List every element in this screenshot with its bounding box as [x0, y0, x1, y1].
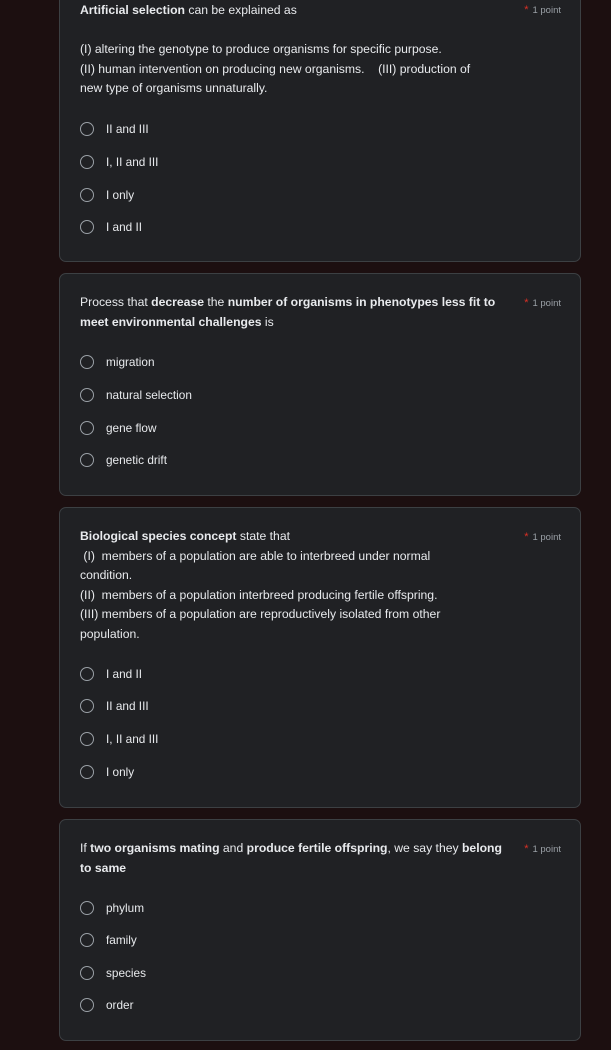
question-title: Biological species concept state that	[80, 529, 290, 543]
statement-line: (III) members of a population are reproductively isolated from other	[80, 607, 441, 622]
statement-line: (II) members of a population interbreed producing fertile offspring.	[80, 587, 438, 602]
radio-circle-icon[interactable]	[80, 155, 94, 169]
radio-circle-icon[interactable]	[80, 220, 94, 234]
question-line: to same	[80, 860, 127, 875]
radio-circle-icon[interactable]	[80, 732, 94, 746]
radio-circle-icon[interactable]	[80, 998, 94, 1012]
question-line: If two organisms mating and produce fertile offspring, we say they belong	[80, 841, 502, 855]
question-text	[80, 527, 510, 645]
option-radio[interactable]	[80, 964, 146, 982]
option-label: I only	[106, 765, 135, 779]
option-radio[interactable]	[80, 763, 134, 781]
question-text	[80, 839, 510, 878]
statement-line: condition.	[80, 568, 133, 583]
option-radio[interactable]	[80, 386, 192, 404]
statement-line: population.	[80, 626, 140, 641]
required-icon: *	[524, 4, 529, 16]
radio-circle-icon[interactable]	[80, 933, 94, 947]
required-icon: *	[524, 297, 529, 309]
option-radio[interactable]	[80, 218, 142, 236]
question-card-2	[59, 273, 581, 496]
question-card-1	[59, 0, 581, 262]
points-label: * 1 point	[524, 297, 561, 309]
option-label: natural selection	[106, 388, 192, 402]
option-radio[interactable]	[80, 665, 142, 683]
radio-circle-icon[interactable]	[80, 188, 94, 202]
radio-circle-icon[interactable]	[80, 122, 94, 136]
blank-line	[80, 21, 510, 41]
question-card-3	[59, 507, 581, 808]
statement-line: new type of organisms unnaturally.	[80, 81, 268, 96]
option-radio[interactable]	[80, 353, 155, 371]
option-label: I only	[106, 188, 135, 202]
radio-circle-icon[interactable]	[80, 421, 94, 435]
radio-circle-icon[interactable]	[80, 901, 94, 915]
option-radio[interactable]	[80, 419, 157, 437]
option-label: II and III	[106, 699, 149, 713]
option-radio[interactable]	[80, 153, 158, 171]
radio-circle-icon[interactable]	[80, 453, 94, 467]
option-label: gene flow	[106, 421, 157, 435]
option-radio[interactable]	[80, 451, 167, 469]
option-label: II and III	[106, 122, 149, 136]
option-radio[interactable]	[80, 730, 158, 748]
option-label: genetic drift	[106, 453, 167, 467]
option-label: I, II and III	[106, 155, 159, 169]
option-radio[interactable]	[80, 996, 134, 1014]
option-radio[interactable]	[80, 120, 149, 138]
option-label: I and II	[106, 220, 143, 234]
option-label: I, II and III	[106, 732, 159, 746]
question-title: Artificial selection can be explained as	[80, 3, 297, 17]
option-radio[interactable]	[80, 186, 134, 204]
radio-circle-icon[interactable]	[80, 966, 94, 980]
option-label: phylum	[106, 901, 145, 915]
option-label: order	[106, 998, 134, 1012]
required-icon: *	[524, 843, 529, 855]
statement-line: (I) altering the genotype to produce organisms for specific purpose.	[80, 42, 442, 57]
points-label: * 1 point	[524, 531, 561, 543]
option-label: species	[106, 966, 146, 980]
option-radio[interactable]	[80, 899, 144, 917]
option-label: migration	[106, 355, 155, 369]
statement-line: (II) human intervention on producing new organisms. (III) production of	[80, 61, 471, 76]
question-line: Process that decrease the number of organisms in phenotypes less fit to	[80, 295, 496, 309]
radio-circle-icon[interactable]	[80, 765, 94, 779]
radio-circle-icon[interactable]	[80, 667, 94, 681]
statement-line: (I) members of a population are able to interbreed under normal	[80, 548, 431, 563]
required-icon: *	[524, 531, 529, 543]
question-line: meet environmental challenges is	[80, 314, 274, 329]
radio-circle-icon[interactable]	[80, 388, 94, 402]
option-radio[interactable]	[80, 931, 137, 949]
question-card-4	[59, 819, 581, 1041]
option-label: family	[106, 933, 137, 947]
points-label: * 1 point	[524, 843, 561, 855]
radio-circle-icon[interactable]	[80, 699, 94, 713]
radio-circle-icon[interactable]	[80, 355, 94, 369]
question-text	[80, 1, 510, 99]
points-label: * 1 point	[524, 4, 561, 16]
question-text	[80, 293, 510, 332]
option-radio[interactable]	[80, 697, 149, 715]
option-label: I and II	[106, 667, 143, 681]
